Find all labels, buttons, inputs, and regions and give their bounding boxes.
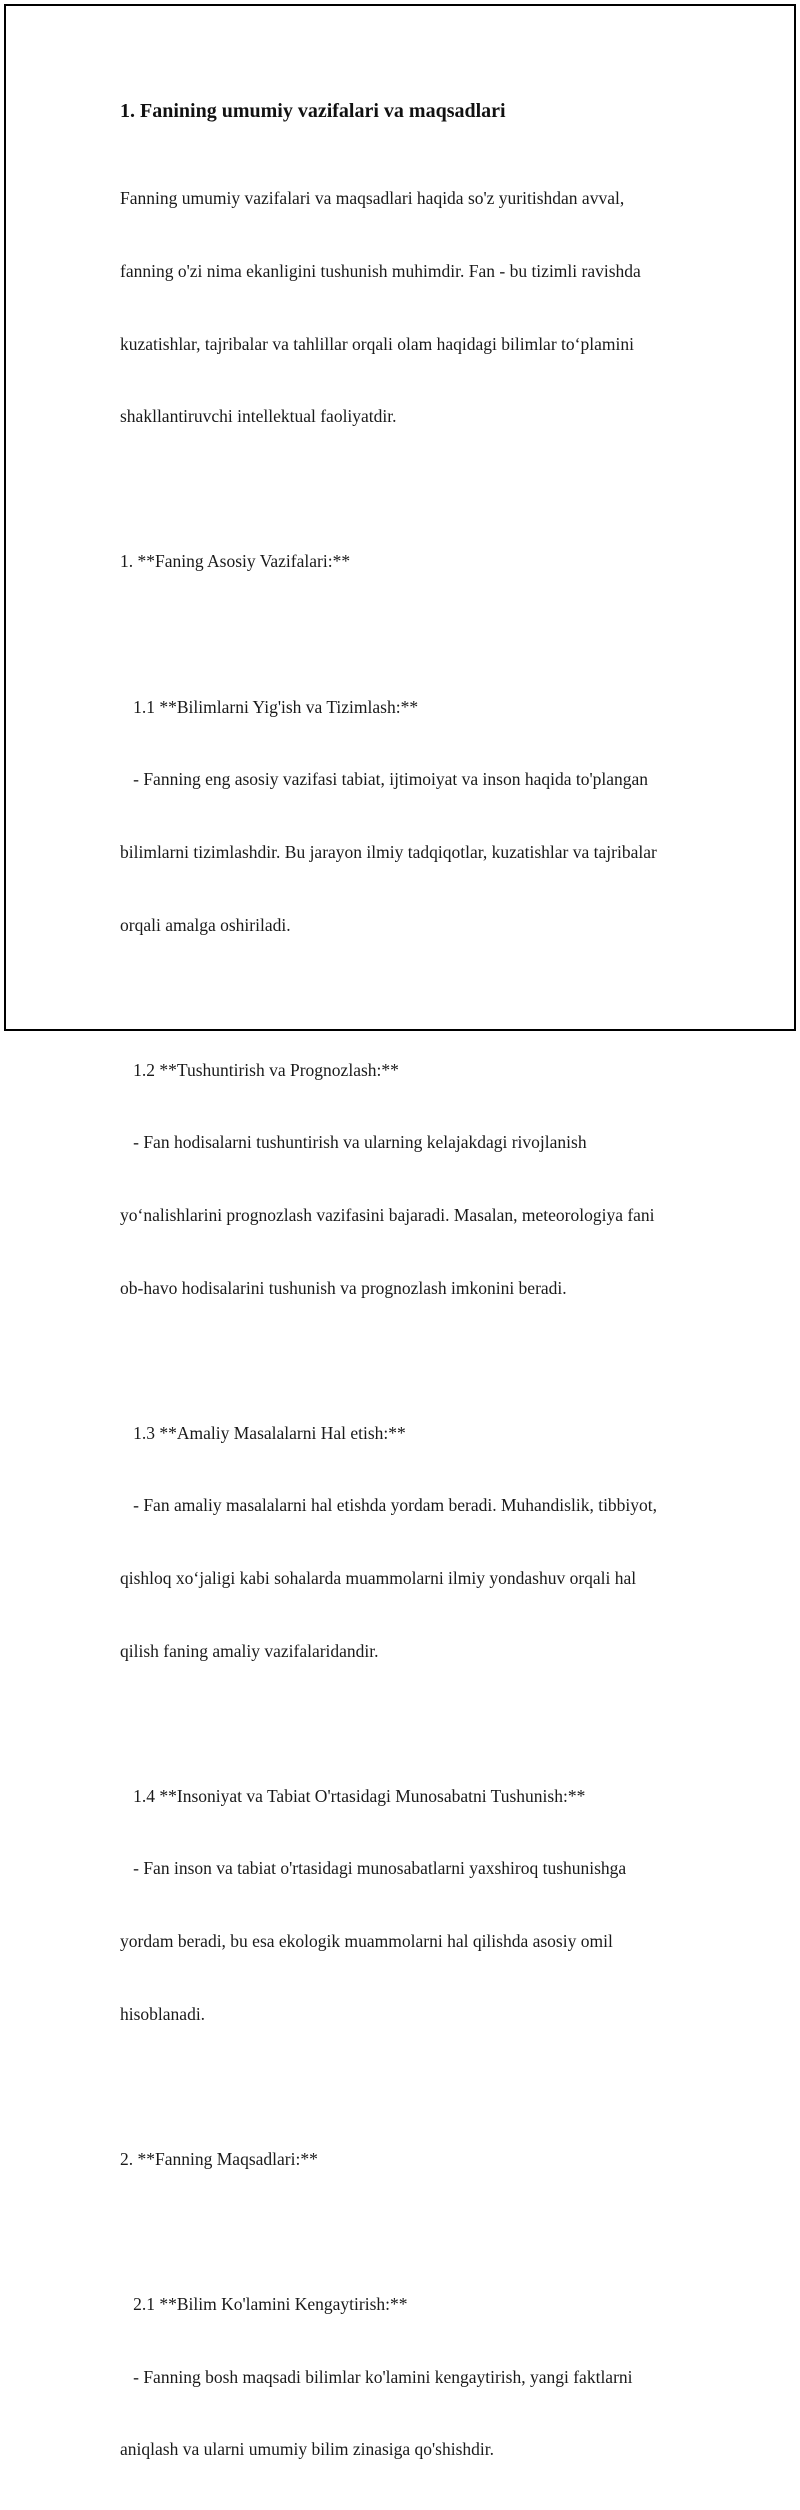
blank-line <box>120 985 720 1009</box>
section-heading: 1. **Faning Asosiy Vazifalari:** <box>120 551 351 572</box>
text-line: - Fanning eng asosiy vazifasi tabiat, ijtimoiyat va inson haqida to'plangan <box>120 769 649 790</box>
text-line: hisoblanadi. <box>120 2003 206 2024</box>
text-line: yo‘nalishlarini prognozlash vazifasini bajaradi. Masalan, meteorologiya fani <box>120 1204 655 1225</box>
text-line: fanning o'zi nima ekanligini tushunish muhimdir. Fan - bu tizimli ravishda <box>120 261 641 282</box>
document-body <box>120 138 720 2510</box>
document-title: 1. Fanining umumiy vazifalari va maqsadlari <box>120 100 506 122</box>
text-line: - Fan hodisalarni tushuntirish va ularning kelajakdagi rivojlanish <box>120 1132 587 1153</box>
document-page <box>4 4 796 2460</box>
text-line: - Fanning bosh maqsadi bilimlar ko'lamini kengaytirish, yangi faktlarni <box>120 2366 633 2387</box>
text-line: - Fan inson va tabiat o'rtasidagi munosabatlarni yaxshiroq tushunishga <box>120 1858 627 1879</box>
text-line: bilimlarni tizimlashdir. Bu jarayon ilmiy tadqiqotlar, kuzatishlar va tajribalar <box>120 841 657 862</box>
section-heading: 2. **Fanning Maqsadlari:** <box>120 2148 318 2169</box>
blank-line <box>120 477 720 501</box>
blank-line <box>120 2219 720 2243</box>
text-line: - Fan amaliy masalalarni hal etishda yordam beradi. Muhandislik, tibbiyot, <box>120 1495 658 1516</box>
text-line: Fanning umumiy vazifalari va maqsadlari haqida so'z yuritishdan avval, <box>120 188 625 209</box>
text-line: shakllantiruvchi intellektual faoliyatdir. <box>120 406 397 427</box>
blank-line <box>120 622 720 646</box>
subsection-heading: 1.3 **Amaliy Masalalarni Hal etish:** <box>120 1422 406 1443</box>
subsection-heading: 1.1 **Bilimlarni Yig'ish va Tizimlash:** <box>120 696 419 717</box>
blank-line <box>120 1711 720 1735</box>
text-line: qilish faning amaliy vazifalaridandir. <box>120 1640 379 1661</box>
text-line: qishloq xo‘jaligi kabi sohalarda muammolarni ilmiy yondashuv orqali hal <box>120 1567 637 1588</box>
document-content <box>120 98 720 2510</box>
text-line: orqali amalga oshiriladi. <box>120 914 291 935</box>
subsection-heading: 1.2 **Tushuntirish va Prognozlash:** <box>120 1059 399 1080</box>
text-line: aniqlash va ularni umumiy bilim zinasiga qo'shishdir. <box>120 2439 495 2460</box>
text-line: ob-havo hodisalarini tushunish va prognozlash imkonini beradi. <box>120 1277 567 1298</box>
subsection-heading: 1.4 **Insoniyat va Tabiat O'rtasidagi Munosabatni Tushunish:** <box>120 1785 586 1806</box>
text-line: kuzatishlar, tajribalar va tahlillar orqali olam haqidagi bilimlar to‘plamini <box>120 333 634 354</box>
blank-line <box>120 1348 720 1372</box>
subsection-heading: 2.1 **Bilim Ko'lamini Kengaytirish:** <box>120 2294 408 2315</box>
text-line: yordam beradi, bu esa ekologik muammolarni hal qilishda asosiy omil <box>120 1931 613 1952</box>
blank-line <box>120 2074 720 2098</box>
